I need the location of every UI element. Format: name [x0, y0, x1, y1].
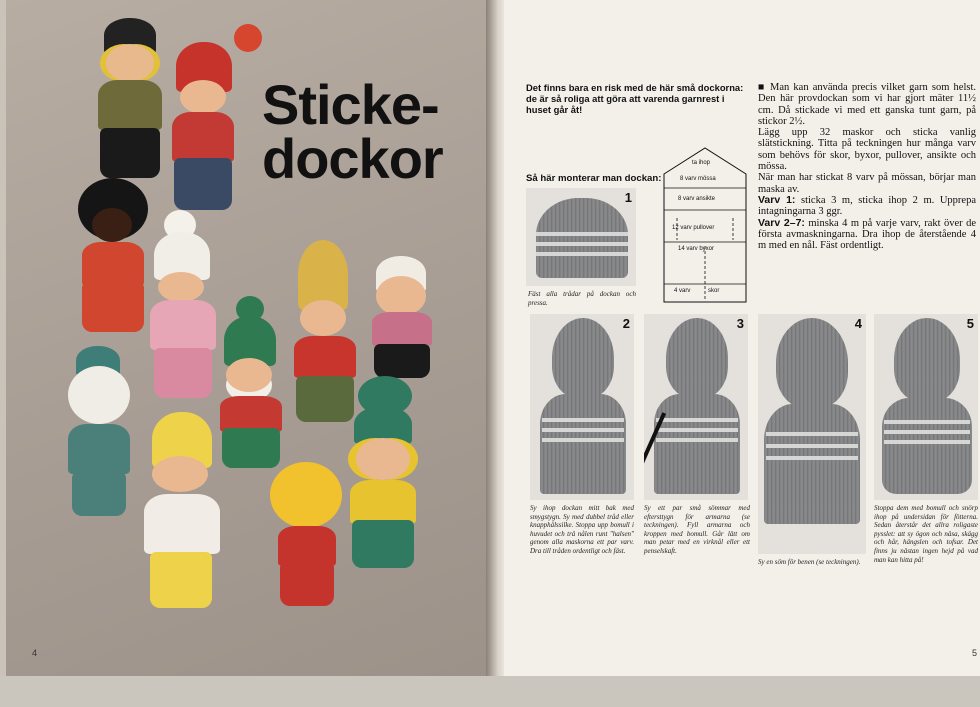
- right-page: [504, 0, 980, 676]
- step-photo-3: [644, 314, 748, 500]
- doll-photo-2: [166, 24, 256, 224]
- schematic-top-label: ta ihop: [692, 160, 711, 166]
- doll-photo-10: [270, 462, 346, 612]
- doll-photo-4: [146, 210, 226, 410]
- intro-text: Det finns bara en risk med de här små dockorna: de är så roliga att göra att varenda garnrest i huset går åt!: [526, 82, 744, 115]
- caption-2: Sy ihop dockan mitt bak med smygstygn. Sy med dubbel tråd eller knapphålssilke. Stoppa upp bomull i huvudet och trä nålen runt "halsen" genom alla maskorna ett par varv. Dra till tråden ordentligt och fäst.: [530, 504, 634, 555]
- instructions-p1: ■ Man kan använda precis vilket garn som helst. Den här provdockan som vi har gjort mäter 11½ cm. Då stickade vi med ett ganska tunt garn, på stickor 2½.: [758, 82, 976, 127]
- book-spine: [486, 0, 506, 676]
- doll-photo-1: [92, 18, 172, 188]
- knitting-schematic: [662, 146, 748, 304]
- doll-photo-7: [370, 256, 436, 386]
- schematic-row-cap: 8 varv mössa: [680, 176, 716, 182]
- schematic-row-shoes-rows: 4 varv: [674, 288, 691, 294]
- step-number-3: 3: [736, 316, 744, 331]
- schematic-row-shoes: skor: [708, 288, 720, 294]
- instructions-p4: Varv 1: sticka 3 m, sticka ihop 2 m. Upprepa intagningarna 3 ggr.: [758, 193, 976, 218]
- caption-5: Stoppa dem med bomull och snörp ihop på undersidan för fötterna. Sedan återstår det allra roligaste pysslet: att sy ögon och näsa, skägg och hår, hängslen och tofsar. Det finns ju nästan ingen hejd på vad man kan hitta på!: [874, 504, 978, 564]
- instructions-p3: När man har stickat 8 varv på mössan, börjar man maska av.: [758, 172, 976, 195]
- left-page: [6, 0, 486, 676]
- doll-photo-11: [344, 376, 426, 576]
- background-strip: [0, 676, 980, 707]
- step-photo-1: [526, 188, 636, 286]
- doll-photo-9: [136, 412, 260, 612]
- page-number-right: 5: [972, 648, 978, 658]
- step-photo-2: [530, 314, 634, 500]
- step-photo-5: [874, 314, 978, 500]
- step-photo-4: [758, 314, 866, 554]
- instructions-text: [758, 82, 976, 251]
- caption-1: Fäst alla trådar på dockan och pressa.: [528, 290, 636, 307]
- step-number-1: 1: [624, 190, 632, 205]
- assembly-subhead: Så här monterar man dockan:: [526, 173, 662, 184]
- doll-photo-3: [76, 178, 156, 353]
- page-number: 4: [32, 648, 38, 658]
- page-title: [262, 73, 482, 190]
- schematic-row-face: 8 varv ansikte: [678, 196, 716, 202]
- title-line-1: Sticke-: [262, 73, 439, 136]
- schematic-row-pullover: 12 varv pullover: [672, 225, 715, 231]
- doll-photo-8: [62, 346, 142, 522]
- step-number-2: 2: [622, 316, 630, 331]
- instructions-p5: Varv 2–7: minska 4 m på varje varv, rakt över de första avmaskningarna. Dra ihop de återstående 4 m med en nål. Fäst ordentligt.: [758, 216, 976, 252]
- caption-4: Sy en söm för benen (se teckningen).: [758, 558, 861, 566]
- instructions-p2: Lägg upp 32 maskor och sticka vanlig slätstickning. Titta på teckningen hur många varv som behövs för skor, byxor, pullover, ansikte och mössa.: [758, 127, 976, 173]
- title-line-2: dockor: [262, 127, 443, 190]
- schematic-row-trousers: 14 varv byxor: [678, 246, 715, 252]
- step-number-4: 4: [854, 316, 862, 331]
- step-number-5: 5: [966, 316, 974, 331]
- caption-3: Sy ett par små sömmar med eftersttygn för armarna (se teckningen). Fyll armarna och kroppen med bomull. Går lätt om man petar med en virknål eller ett penselskaft.: [644, 504, 750, 555]
